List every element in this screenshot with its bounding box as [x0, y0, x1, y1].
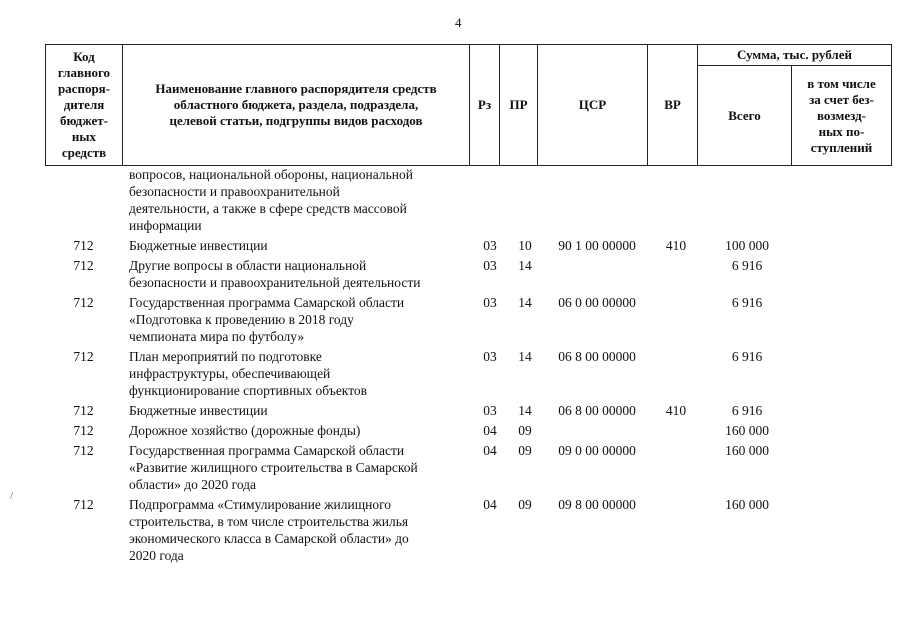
header-vr: ВР	[648, 45, 698, 166]
row-name	[129, 496, 474, 564]
header-pr: ПР	[500, 45, 538, 166]
table-row	[45, 422, 891, 439]
row-code: 712	[73, 349, 94, 364]
row-name-line: «Развитие жилищного строительства в Самарской	[129, 460, 418, 475]
header-code-line: распоря-	[57, 81, 111, 96]
header-sum: Сумма, тыс. рублей	[698, 45, 892, 66]
row-rz: 03	[483, 238, 497, 253]
row-rz: 03	[483, 403, 497, 418]
header-free-line: за счет без-	[809, 91, 874, 107]
row-code: 712	[73, 403, 94, 418]
row-name-line: информации	[129, 218, 202, 233]
table-row	[45, 294, 891, 345]
row-pr: 14	[518, 295, 532, 310]
table-row	[45, 237, 891, 254]
row-name-line: План мероприятий по подготовке	[129, 349, 322, 364]
row-total: 160 000	[725, 497, 769, 512]
row-csr: 06 8 00 00000	[558, 403, 636, 418]
header-free-line: возмезд-	[817, 107, 866, 123]
table-row	[45, 166, 891, 234]
header-free	[792, 66, 892, 166]
row-rz: 04	[483, 423, 497, 438]
row-name-line: 2020 года	[129, 548, 184, 563]
row-name	[129, 442, 474, 493]
row-name-line: «Подготовка к проведению в 2018 году	[129, 312, 354, 327]
row-pr: 14	[518, 349, 532, 364]
row-csr: 06 8 00 00000	[558, 349, 636, 364]
row-code: 712	[73, 258, 94, 273]
row-csr: 09 8 00 00000	[558, 497, 636, 512]
row-name-line: Государственная программа Самарской области	[129, 443, 405, 458]
header-code	[46, 45, 123, 166]
header-code-line: ных	[71, 129, 97, 144]
row-rz: 04	[483, 497, 497, 512]
row-name-line: строительства, в том числе строительства жилья	[129, 514, 409, 529]
row-csr: 90 1 00 00000	[558, 238, 636, 253]
row-name-line: инфраструктуры, обеспечивающей	[129, 366, 331, 381]
table-row	[45, 402, 891, 419]
row-total: 6 916	[731, 258, 763, 273]
row-name	[129, 402, 474, 419]
row-pr: 09	[518, 423, 532, 438]
header-code-line: дителя	[63, 97, 105, 112]
header-free-line: в том числе	[807, 75, 876, 91]
row-total: 160 000	[725, 423, 769, 438]
header-free-line: ных по-	[818, 123, 865, 139]
table-row	[45, 442, 891, 493]
row-name-line: вопросов, национальной обороны, национальной	[129, 167, 413, 182]
row-csr: 09 0 00 00000	[558, 443, 636, 458]
row-name-line: области» до 2020 года	[129, 477, 257, 492]
row-name-line: безопасности и правоохранительной	[129, 184, 340, 199]
header-free-line: ступлений	[810, 139, 873, 155]
row-name-line: Бюджетные инвестиции	[129, 238, 268, 253]
row-total: 100 000	[725, 238, 769, 253]
row-name-line: экономического класса в Самарской области» до	[129, 531, 409, 546]
row-code: 712	[73, 497, 94, 512]
row-code: 712	[73, 443, 94, 458]
header-name	[123, 45, 470, 166]
row-name	[129, 166, 474, 234]
header-code-line: главного	[57, 65, 111, 80]
row-name-line: Подпрограмма «Стимулирование жилищного	[129, 497, 392, 512]
row-rz: 03	[483, 349, 497, 364]
row-name-line: Другие вопросы в области национальной	[129, 258, 367, 273]
header-csr: ЦСР	[538, 45, 648, 166]
table-row	[45, 348, 891, 399]
table-header	[45, 44, 892, 166]
header-rz: Рз	[470, 45, 500, 166]
row-total: 6 916	[731, 403, 763, 418]
row-code: 712	[73, 295, 94, 310]
row-name-line: деятельности, а также в сфере средств массовой	[129, 201, 407, 216]
table-row	[45, 257, 891, 291]
table-body	[45, 166, 891, 564]
row-name	[129, 294, 474, 345]
row-rz: 04	[483, 443, 497, 458]
header-code-line: Код	[73, 49, 95, 64]
header-name-line: Наименование главного распорядителя средств	[155, 81, 437, 96]
row-csr: 06 0 00 00000	[558, 295, 636, 310]
row-name-line: безопасности и правоохранительной деятельности	[129, 275, 421, 290]
row-name-line: Государственная программа Самарской области	[129, 295, 405, 310]
row-name-line: Бюджетные инвестиции	[129, 403, 268, 418]
row-name	[129, 348, 474, 399]
row-rz: 03	[483, 295, 497, 310]
row-total: 160 000	[725, 443, 769, 458]
row-pr: 10	[518, 238, 532, 253]
header-code-line: средств	[61, 145, 107, 160]
row-total: 6 916	[731, 349, 763, 364]
row-pr: 14	[518, 403, 532, 418]
row-name-line: функционирование спортивных объектов	[129, 383, 368, 398]
margin-mark: /	[10, 490, 14, 502]
table-row	[45, 496, 891, 564]
row-name-line: Дорожное хозяйство (дорожные фонды)	[129, 423, 361, 438]
row-rz: 03	[483, 258, 497, 273]
row-name	[129, 237, 474, 254]
row-pr: 09	[518, 497, 532, 512]
row-total: 6 916	[731, 295, 763, 310]
row-vr: 410	[665, 403, 687, 418]
header-name-line: целевой статьи, подгруппы видов расходов	[169, 113, 423, 128]
row-code: 712	[73, 238, 94, 253]
row-pr: 14	[518, 258, 532, 273]
row-vr: 410	[665, 238, 687, 253]
header-name-line: областного бюджета, раздела, подраздела,	[173, 97, 419, 112]
header-code-line: бюджет-	[59, 113, 108, 128]
row-code: 712	[73, 423, 94, 438]
row-name	[129, 257, 474, 291]
row-name	[129, 422, 474, 439]
header-total: Всего	[698, 66, 792, 166]
row-pr: 09	[518, 443, 532, 458]
page-number: 4	[455, 15, 462, 30]
row-name-line: чемпионата мира по футболу»	[129, 329, 305, 344]
